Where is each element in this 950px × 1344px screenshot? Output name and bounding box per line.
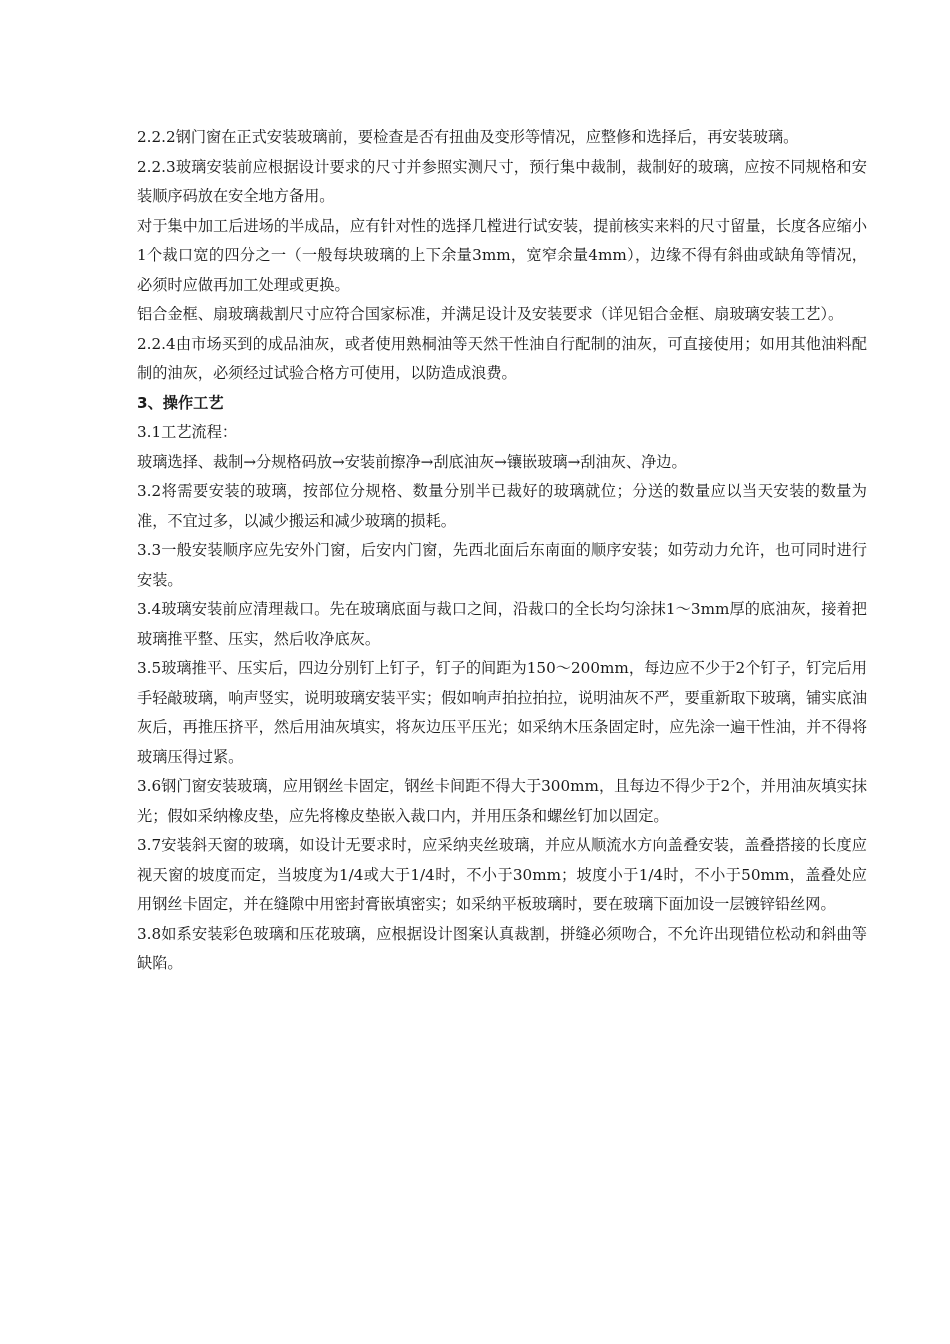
paragraph-3-1: 3.1工艺流程： xyxy=(137,423,238,441)
paragraph-2-2-3: 2.2.3玻璃安装前应根据设计要求的尺寸并参照实测尺寸，预行集中裁制，裁制好的玻璃，应按不同规格和安装顺序码放在安全地方备用。 xyxy=(137,157,867,205)
document-body xyxy=(137,123,867,979)
paragraph-3-6: 3.6钢门窗安装玻璃，应用钢丝卡固定，钢丝卡间距不得大于300mm，且每边不得少于2个，并用油灰填实抹光；假如采纳橡皮垫，应先将橡皮垫嵌入裁口内，并用压条和螺丝钉加以固定。 xyxy=(137,777,867,825)
paragraph-3-5: 3.5玻璃推平、压实后，四边分别钉上钉子，钉子的间距为150～200mm，每边应不少于2个钉子，钉完后用手轻敲玻璃，响声竖实，说明玻璃安装平实；假如响声拍拉拍拉，说明油灰不严，要重新取下玻璃，铺实底油灰后，再推压挤平，然后用油灰填实，将灰边压平压光；如采纳木压条固定时，应先涂一遍干性油，并不得将玻璃压得过紧。 xyxy=(137,659,867,766)
paragraph-2-2-4: 2.2.4由市场买到的成品油灰，或者使用熟桐油等天然干性油自行配制的油灰，可直接使用；如用其他油料配制的油灰，必须经过试验合格方可使用，以防造成浪费。 xyxy=(137,334,867,382)
paragraph-semi-finished: 对于集中加工后进场的半成品，应有针对性的选择几樘进行试安装，提前核实来料的尺寸留量，长度各应缩小1个裁口宽的四分之一（一般每块玻璃的上下余量3mm，宽窄余量4mm），边缘不得有斜曲或缺角等情况，必须时应做再加工处理或更换。 xyxy=(137,216,867,294)
paragraph-2-2-2: 2.2.2钢门窗在正式安装玻璃前，要检查是否有扭曲及变形等情况，应整修和选择后，再安装玻璃。 xyxy=(137,128,799,146)
paragraph-3-8: 3.8如系安装彩色玻璃和压花玻璃，应根据设计图案认真裁割，拼缝必须吻合，不允许出现错位松动和斜曲等缺陷。 xyxy=(137,924,867,972)
paragraph-3-4: 3.4玻璃安装前应清理裁口。先在玻璃底面与裁口之间，沿裁口的全长均匀涂抹1～3mm厚的底油灰，接着把玻璃推平整、压实，然后收净底灰。 xyxy=(137,600,867,648)
paragraph-3-2: 3.2将需要安装的玻璃，按部位分规格、数量分别半已裁好的玻璃就位；分送的数量应以当天安装的数量为准，不宜过多，以减少搬运和减少玻璃的损耗。 xyxy=(137,482,867,530)
section-heading: 3、操作工艺 xyxy=(137,393,224,412)
paragraph-aluminum-frame: 铝合金框、扇玻璃裁割尺寸应符合国家标准，并满足设计及安装要求（详见铝合金框、扇玻璃安装工艺）。 xyxy=(137,305,844,323)
paragraph-3-3: 3.3一般安装顺序应先安外门窗，后安内门窗，先西北面后东南面的顺序安装；如劳动力允许，也可同时进行安装。 xyxy=(137,541,867,589)
paragraph-process-flow: 玻璃选择、裁制→分规格码放→安装前擦净→刮底油灰→镶嵌玻璃→刮油灰、净边。 xyxy=(137,452,687,471)
paragraph-3-7: 3.7安装斜天窗的玻璃，如设计无要求时，应采纳夹丝玻璃，并应从顺流水方向盖叠安装，盖叠搭接的长度应视天窗的坡度而定，当坡度为1/4或大于1/4时，不小于30mm；坡度小于1/4时，不小于50mm，盖叠处应用钢丝卡固定，并在缝隙中用密封膏嵌填密实；如采纳平板玻璃时，要在玻璃下面加设一层镀锌铅丝网。 xyxy=(137,836,867,913)
